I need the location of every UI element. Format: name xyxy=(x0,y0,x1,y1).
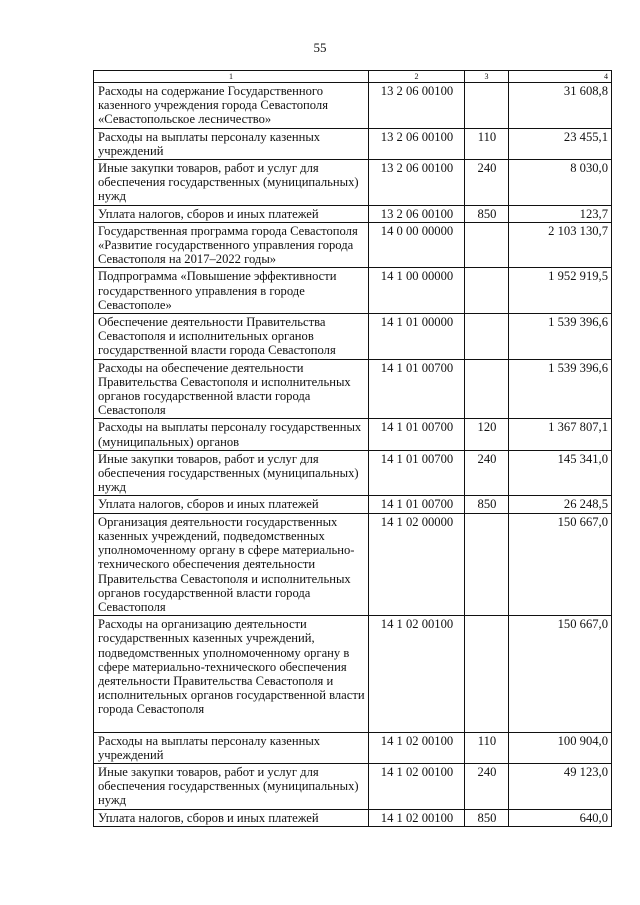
row-code: 14 0 00 00000 xyxy=(369,222,465,268)
row-amount: 1 367 807,1 xyxy=(509,419,612,450)
header-row xyxy=(94,71,612,83)
row-amount: 640,0 xyxy=(509,809,612,826)
row-name: Уплата налогов, сборов и иных платежей xyxy=(94,205,369,222)
row-amount: 2 103 130,7 xyxy=(509,222,612,268)
row-amount: 145 341,0 xyxy=(509,450,612,496)
row-type: 240 xyxy=(465,450,509,496)
row-type: 850 xyxy=(465,496,509,513)
row-code: 14 1 01 00700 xyxy=(369,450,465,496)
row-name: Иные закупки товаров, работ и услуг для обеспечения государственных (муниципальных) нужд xyxy=(94,160,369,206)
row-code: 14 1 02 00100 xyxy=(369,616,465,732)
row-amount: 31 608,8 xyxy=(509,83,612,129)
row-code: 13 2 06 00100 xyxy=(369,128,465,159)
row-code: 13 2 06 00100 xyxy=(369,160,465,206)
row-name: Расходы на содержание Государственного казенного учреждения города Севастополя «Севастопольское лесничество» xyxy=(94,83,369,129)
table-row xyxy=(94,809,612,826)
row-name: Расходы на выплаты персоналу казенных учреждений xyxy=(94,128,369,159)
row-type xyxy=(465,513,509,615)
row-type: 120 xyxy=(465,419,509,450)
table-row xyxy=(94,359,612,419)
row-name: Уплата налогов, сборов и иных платежей xyxy=(94,809,369,826)
table-row xyxy=(94,222,612,268)
table-row xyxy=(94,83,612,129)
row-name: Расходы на организацию деятельности государственных казенных учреждений, подведомственных уполномоченному органу в сфере материально-технического обеспечения деятельности Правительства Севастополя и исполнительных органов государственной власти города Севастополя xyxy=(94,616,369,732)
row-type: 850 xyxy=(465,809,509,826)
row-name: Расходы на выплаты персоналу государственных (муниципальных) органов xyxy=(94,419,369,450)
row-amount: 150 667,0 xyxy=(509,616,612,732)
row-name: Государственная программа города Севастополя «Развитие государственного управления города Севастополя на 2017–2022 годы» xyxy=(94,222,369,268)
budget-table xyxy=(93,70,612,827)
table-row xyxy=(94,268,612,314)
row-name: Расходы на выплаты персоналу казенных учреждений xyxy=(94,732,369,763)
row-type xyxy=(465,359,509,419)
row-code: 14 1 01 00700 xyxy=(369,359,465,419)
column-header-amount: 4 xyxy=(509,71,612,83)
table-row xyxy=(94,419,612,450)
row-type: 110 xyxy=(465,732,509,763)
row-type: 240 xyxy=(465,763,509,809)
table-row xyxy=(94,314,612,360)
row-name: Иные закупки товаров, работ и услуг для обеспечения государственных (муниципальных) нужд xyxy=(94,450,369,496)
row-amount: 100 904,0 xyxy=(509,732,612,763)
column-header-name: 1 xyxy=(94,71,369,83)
row-amount: 123,7 xyxy=(509,205,612,222)
row-name: Организация деятельности государственных казенных учреждений, подведомственных уполномоченному органу в сфере материально-технического обеспечения деятельности Правительства Севастополя и исполнительных органов государственной власти города Севастополя xyxy=(94,513,369,615)
row-code: 14 1 01 00700 xyxy=(369,496,465,513)
row-code: 14 1 02 00100 xyxy=(369,809,465,826)
table-row xyxy=(94,205,612,222)
page-number: 55 xyxy=(313,40,327,55)
row-name: Расходы на обеспечение деятельности Правительства Севастополя и исполнительных органов государственной власти города Севастополя xyxy=(94,359,369,419)
row-amount: 1 952 919,5 xyxy=(509,268,612,314)
table-row xyxy=(94,616,612,732)
row-amount: 49 123,0 xyxy=(509,763,612,809)
table-row xyxy=(94,763,612,809)
row-amount: 1 539 396,6 xyxy=(509,359,612,419)
row-type: 850 xyxy=(465,205,509,222)
row-code: 14 1 02 00100 xyxy=(369,732,465,763)
row-type xyxy=(465,83,509,129)
row-type xyxy=(465,222,509,268)
row-code: 14 1 00 00000 xyxy=(369,268,465,314)
row-code: 14 1 02 00100 xyxy=(369,763,465,809)
row-amount: 1 539 396,6 xyxy=(509,314,612,360)
row-amount: 23 455,1 xyxy=(509,128,612,159)
table-row xyxy=(94,496,612,513)
column-header-code: 2 xyxy=(369,71,465,83)
row-amount: 150 667,0 xyxy=(509,513,612,615)
row-type xyxy=(465,616,509,732)
table-row xyxy=(94,513,612,615)
column-header-type: 3 xyxy=(465,71,509,83)
row-type xyxy=(465,268,509,314)
row-name: Уплата налогов, сборов и иных платежей xyxy=(94,496,369,513)
row-amount: 8 030,0 xyxy=(509,160,612,206)
row-type: 110 xyxy=(465,128,509,159)
row-code: 13 2 06 00100 xyxy=(369,205,465,222)
row-code: 14 1 01 00000 xyxy=(369,314,465,360)
row-code: 14 1 01 00700 xyxy=(369,419,465,450)
row-amount: 26 248,5 xyxy=(509,496,612,513)
table-row xyxy=(94,450,612,496)
row-name: Иные закупки товаров, работ и услуг для обеспечения государственных (муниципальных) нужд xyxy=(94,763,369,809)
row-code: 14 1 02 00000 xyxy=(369,513,465,615)
table-row xyxy=(94,160,612,206)
row-code: 13 2 06 00100 xyxy=(369,83,465,129)
row-type xyxy=(465,314,509,360)
table-row xyxy=(94,732,612,763)
row-name: Обеспечение деятельности Правительства Севастополя и исполнительных органов государственной власти города Севастополя xyxy=(94,314,369,360)
row-type: 240 xyxy=(465,160,509,206)
row-name: Подпрограмма «Повышение эффективности государственного управления в городе Севастополе» xyxy=(94,268,369,314)
table-row xyxy=(94,128,612,159)
